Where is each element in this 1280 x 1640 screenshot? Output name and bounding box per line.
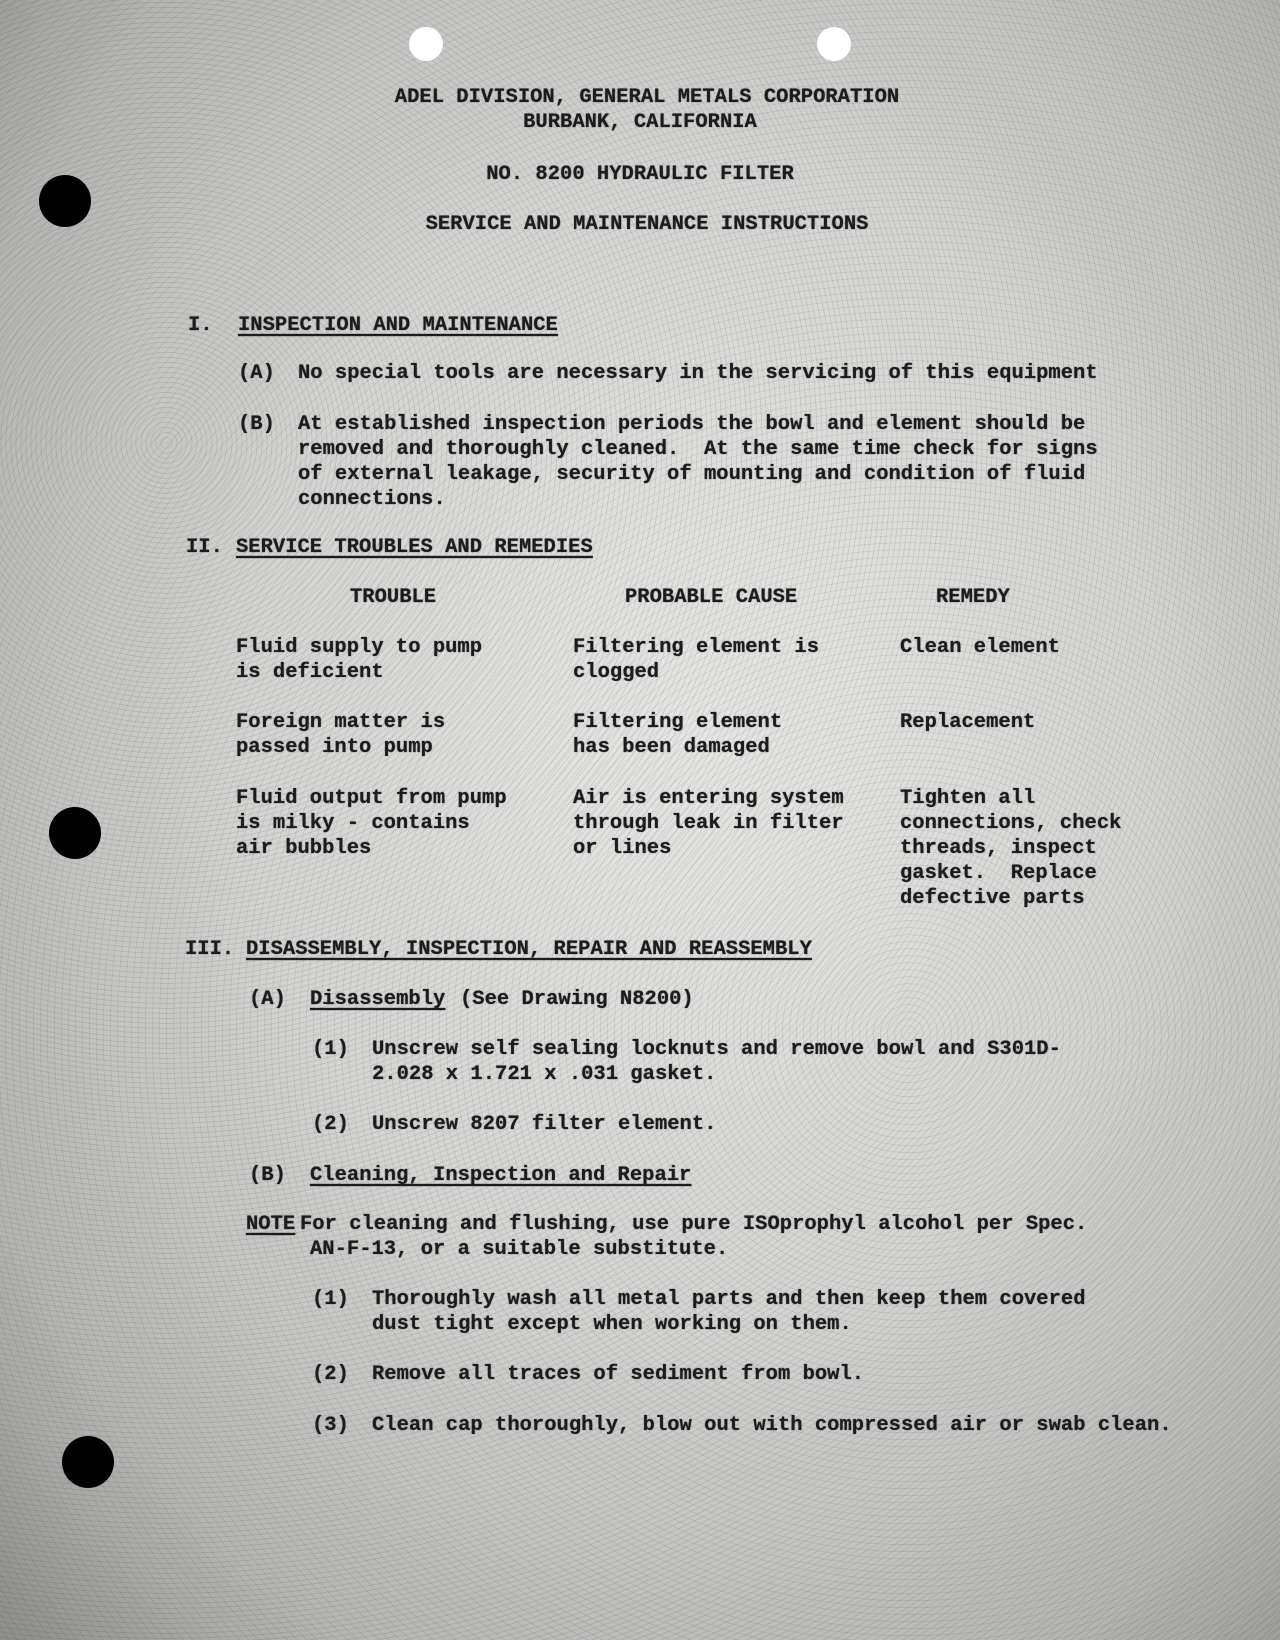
company-name: ADEL DIVISION, GENERAL METALS CORPORATION (394, 86, 900, 109)
item-text-line: connections. (298, 488, 446, 511)
table-cell-remedy: Clean element (900, 636, 1060, 659)
table-cell-remedy: gasket. Replace (900, 862, 1097, 885)
table-cell-trouble: Fluid supply to pump (236, 636, 483, 659)
punch-hole (817, 27, 851, 61)
subsection-label: (B) (249, 1164, 286, 1187)
table-cell-trouble: is deficient (236, 661, 384, 684)
section-number: III. (185, 938, 235, 961)
step-number: (1) (312, 1288, 349, 1311)
step-text: Clean cap thoroughly, blow out with compressed air or swab clean. (372, 1414, 1172, 1437)
note-text: AN-F-13, or a suitable substitute. (310, 1238, 729, 1261)
company-location: BURBANK, CALIFORNIA (523, 111, 757, 134)
table-cell-cause: or lines (573, 837, 672, 860)
step-number: (3) (312, 1414, 349, 1437)
document-title: NO. 8200 HYDRAULIC FILTER (486, 163, 794, 186)
table-cell-remedy: defective parts (900, 887, 1085, 910)
section-number: II. (186, 536, 223, 559)
table-cell-remedy: connections, check (900, 812, 1122, 835)
table-cell-trouble: passed into pump (236, 736, 433, 759)
drawing-reference: (See Drawing N8200) (460, 988, 694, 1011)
table-cell-trouble: air bubbles (236, 837, 372, 860)
table-cell-remedy: Replacement (900, 711, 1036, 734)
table-cell-remedy: threads, inspect (900, 837, 1097, 860)
step-text: Unscrew 8207 filter element. (372, 1113, 717, 1136)
subsection-label: (A) (249, 988, 286, 1011)
step-text: Thoroughly wash all metal parts and then keep them covered (372, 1288, 1086, 1311)
section-number: I. (188, 314, 213, 337)
binder-hole (49, 807, 101, 859)
section-heading: SERVICE TROUBLES AND REMEDIES (236, 536, 593, 559)
punch-hole (409, 27, 443, 61)
table-cell-trouble: is milky - contains (236, 812, 470, 835)
step-text: Unscrew self sealing locknuts and remove bowl and S301D- (372, 1038, 1061, 1061)
column-header-remedy: REMEDY (936, 586, 1010, 609)
item-text-line: of external leakage, security of mounting and condition of fluid (298, 463, 1086, 486)
document-subtitle: SERVICE AND MAINTENANCE INSTRUCTIONS (425, 213, 869, 236)
column-header-cause: PROBABLE CAUSE (625, 586, 798, 609)
column-header-trouble: TROUBLE (350, 586, 437, 609)
step-text: 2.028 x 1.721 x .031 gasket. (372, 1063, 717, 1086)
table-cell-remedy: Tighten all (900, 787, 1036, 810)
step-text: Remove all traces of sediment from bowl. (372, 1363, 865, 1386)
step-number: (1) (312, 1038, 349, 1061)
subsection-heading: Cleaning, Inspection and Repair (310, 1164, 692, 1187)
table-cell-cause: Filtering element (573, 711, 783, 734)
table-cell-trouble: Foreign matter is (236, 711, 446, 734)
item-text-line: removed and thoroughly cleaned. At the same time check for signs (298, 438, 1098, 461)
note-text: For cleaning and flushing, use pure ISOprophyl alcohol per Spec. (300, 1213, 1088, 1236)
table-cell-cause: Filtering element is (573, 636, 820, 659)
item-text-line: At established inspection periods the bowl and element should be (298, 413, 1086, 436)
item-text: No special tools are necessary in the servicing of this equipment (298, 362, 1098, 385)
step-number: (2) (312, 1363, 349, 1386)
binder-hole (62, 1436, 114, 1488)
table-cell-trouble: Fluid output from pump (236, 787, 507, 810)
table-cell-cause: has been damaged (573, 736, 770, 759)
step-number: (2) (312, 1113, 349, 1136)
item-label: (A) (238, 362, 275, 385)
section-heading: DISASSEMBLY, INSPECTION, REPAIR AND REASSEMBLY (246, 938, 812, 961)
item-label: (B) (238, 413, 275, 436)
section-heading: INSPECTION AND MAINTENANCE (238, 314, 558, 337)
table-cell-cause: Air is entering system (573, 787, 844, 810)
table-cell-cause: through leak in filter (573, 812, 844, 835)
subsection-heading: Disassembly (310, 988, 446, 1011)
note-label: NOTE (246, 1213, 296, 1236)
table-cell-cause: clogged (573, 661, 660, 684)
step-text: dust tight except when working on them. (372, 1313, 852, 1336)
